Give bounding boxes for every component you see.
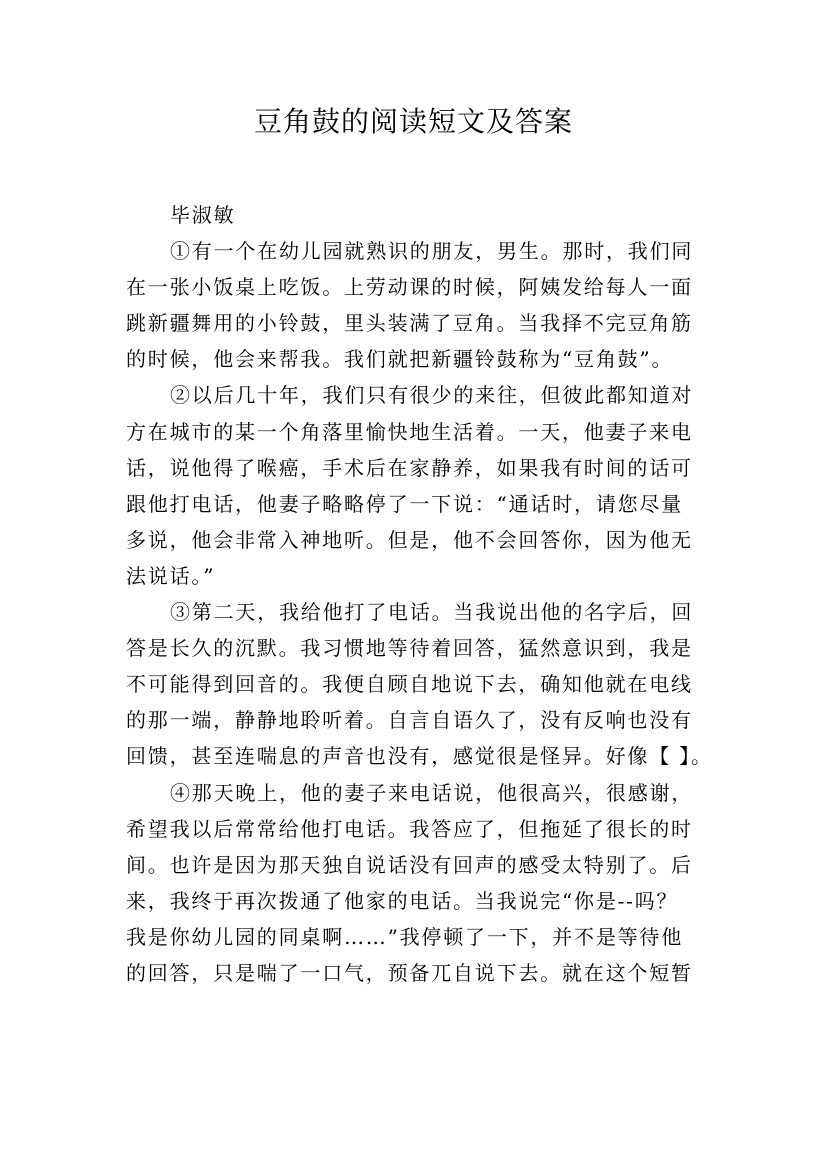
paragraph-first-line: ④那天晚上，他的妻子来电话说，他很高兴，很感谢， [170, 780, 694, 805]
text-line: 希望我以后常常给他打电话。我答应了，但拖延了很长的时 [126, 816, 693, 841]
paragraph-first-line: ②以后几十年，我们只有很少的来往，但彼此都知道对 [170, 383, 694, 408]
text-line: 的那一端，静静地聆听着。自言自语久了，没有反响也没有 [126, 708, 693, 733]
paragraph-first-line: ①有一个在幼儿园就熟识的朋友，男生。那时，我们同 [170, 239, 694, 264]
text-line: 话，说他得了喉癌，手术后在家静养，如果我有时间的话可 [126, 455, 693, 480]
text-line: 在一张小饭桌上吃饭。上劳动课的时候，阿姨发给每人一面 [126, 275, 693, 300]
text-line: 答是长久的沉默。我习惯地等待着回答，猛然意识到，我是 [126, 636, 693, 661]
text-line: 回馈，甚至连喘息的声音也没有，感觉很是怪异。好像【 】。 [126, 744, 713, 769]
text-line: 间。也许是因为那天独自说话没有回声的感受太特别了。后 [126, 852, 693, 877]
text-line: 跳新疆舞用的小铃鼓，里头装满了豆角。当我择不完豆角筋 [126, 311, 693, 336]
text-line: 来，我终于再次拨通了他家的电话。当我说完“你是--吗？ [126, 888, 679, 913]
text-line: 的回答，只是喘了一口气，预备兀自说下去。就在这个短暂 [126, 960, 693, 985]
text-line: 多说，他会非常入神地听。但是，他不会回答你，因为他无 [126, 527, 693, 552]
text-line: 不可能得到回音的。我便自顾自地说下去，确知他就在电线 [126, 672, 693, 697]
article-body [126, 197, 716, 991]
text-line: 方在城市的某一个角落里愉快地生活着。一天，他妻子来电 [126, 419, 693, 444]
text-line: 跟他打电话，他妻子略略停了一下说：“通话时，请您尽量 [126, 491, 684, 516]
text-line: 的时候，他会来帮我。我们就把新疆铃鼓称为“豆角鼓”。 [126, 347, 674, 372]
text-line: 法说话。” [126, 563, 216, 588]
document-title: 豆角鼓的阅读短文及答案 [253, 105, 573, 138]
author-name: 毕淑敏 [170, 203, 236, 227]
text-line: 我是你幼儿园的同桌啊……”我停顿了一下，并不是等待他 [126, 924, 684, 949]
paragraph-first-line: ③第二天，我给他打了电话。当我说出他的名字后，回 [170, 600, 694, 625]
